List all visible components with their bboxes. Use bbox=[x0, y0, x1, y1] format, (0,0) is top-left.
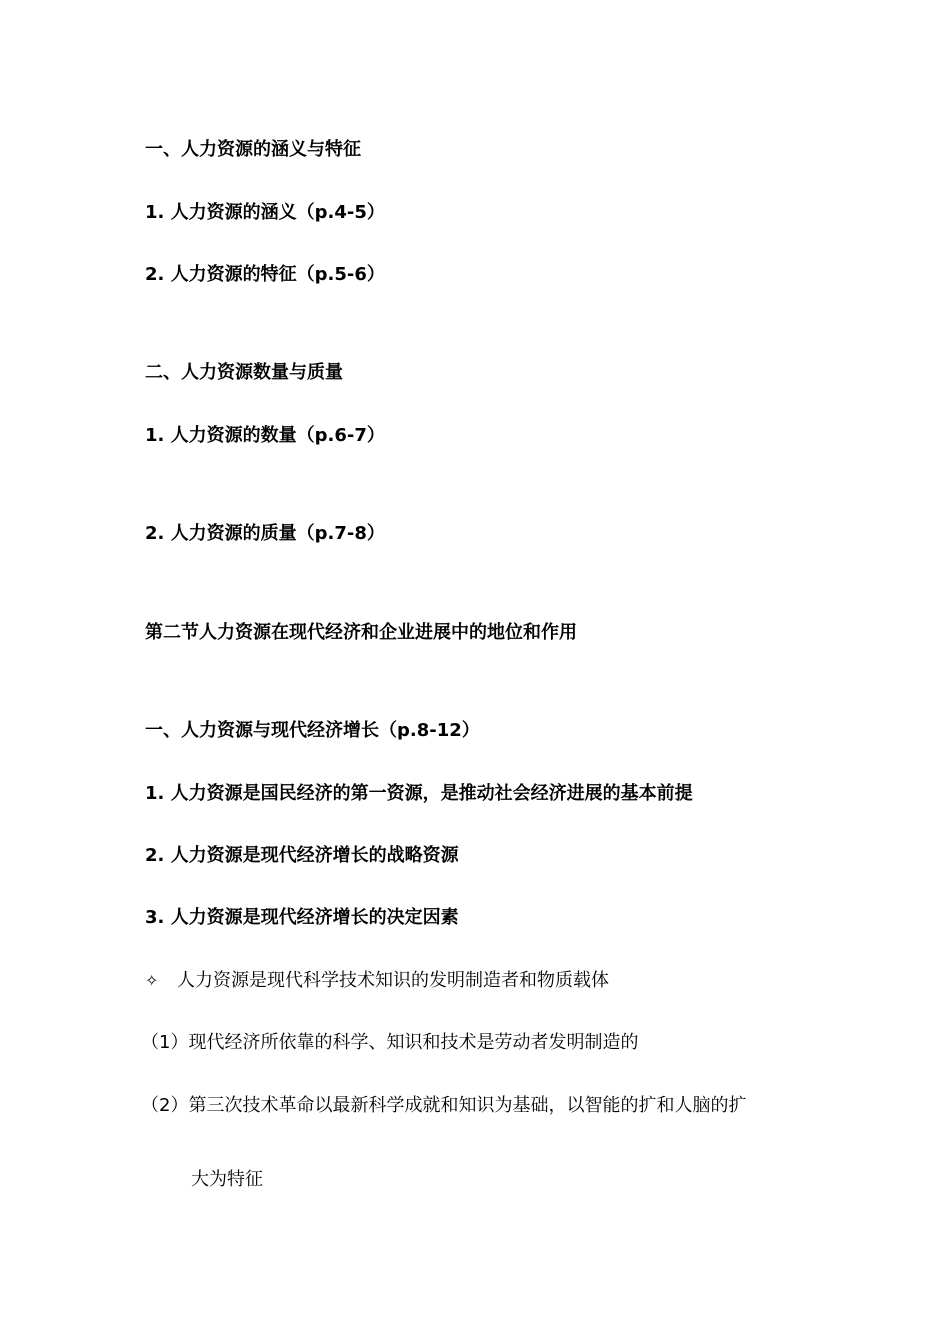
sub-item-2-continuation: 大为特征 bbox=[191, 1169, 263, 1190]
diamond-bullet-icon: ✧ bbox=[145, 971, 159, 990]
section3-item-1: 1. 人力资源是国民经济的第一资源，是推动社会经济进展的基本前提 bbox=[145, 783, 693, 804]
bullet-row bbox=[145, 969, 609, 993]
chapter-heading: 第二节人力资源在现代经济和企业进展中的地位和作用 bbox=[145, 622, 577, 643]
sub-item-2: （2）第三次技术革命以最新科学成就和知识为基础，以智能的扩和人脑的扩 bbox=[141, 1095, 747, 1116]
section2-item-2: 2. 人力资源的质量（p.7-8） bbox=[145, 523, 385, 544]
section3-item-2: 2. 人力资源是现代经济增长的战略资源 bbox=[145, 845, 459, 866]
section2-item-1: 1. 人力资源的数量（p.6-7） bbox=[145, 425, 385, 446]
bullet-text: 人力资源是现代科学技术知识的发明制造者和物质载体 bbox=[177, 970, 609, 991]
section1-item-2: 2. 人力资源的特征（p.5-6） bbox=[145, 264, 385, 285]
section1-heading: 一、人力资源的涵义与特征 bbox=[145, 139, 361, 160]
section3-item-3: 3. 人力资源是现代经济增长的决定因素 bbox=[145, 907, 459, 928]
section2-heading: 二、人力资源数量与质量 bbox=[145, 362, 343, 383]
section3-heading: 一、人力资源与现代经济增长（p.8-12） bbox=[145, 720, 480, 741]
section1-item-1: 1. 人力资源的涵义（p.4-5） bbox=[145, 202, 385, 223]
sub-item-1: （1）现代经济所依靠的科学、知识和技术是劳动者发明制造的 bbox=[141, 1032, 639, 1053]
